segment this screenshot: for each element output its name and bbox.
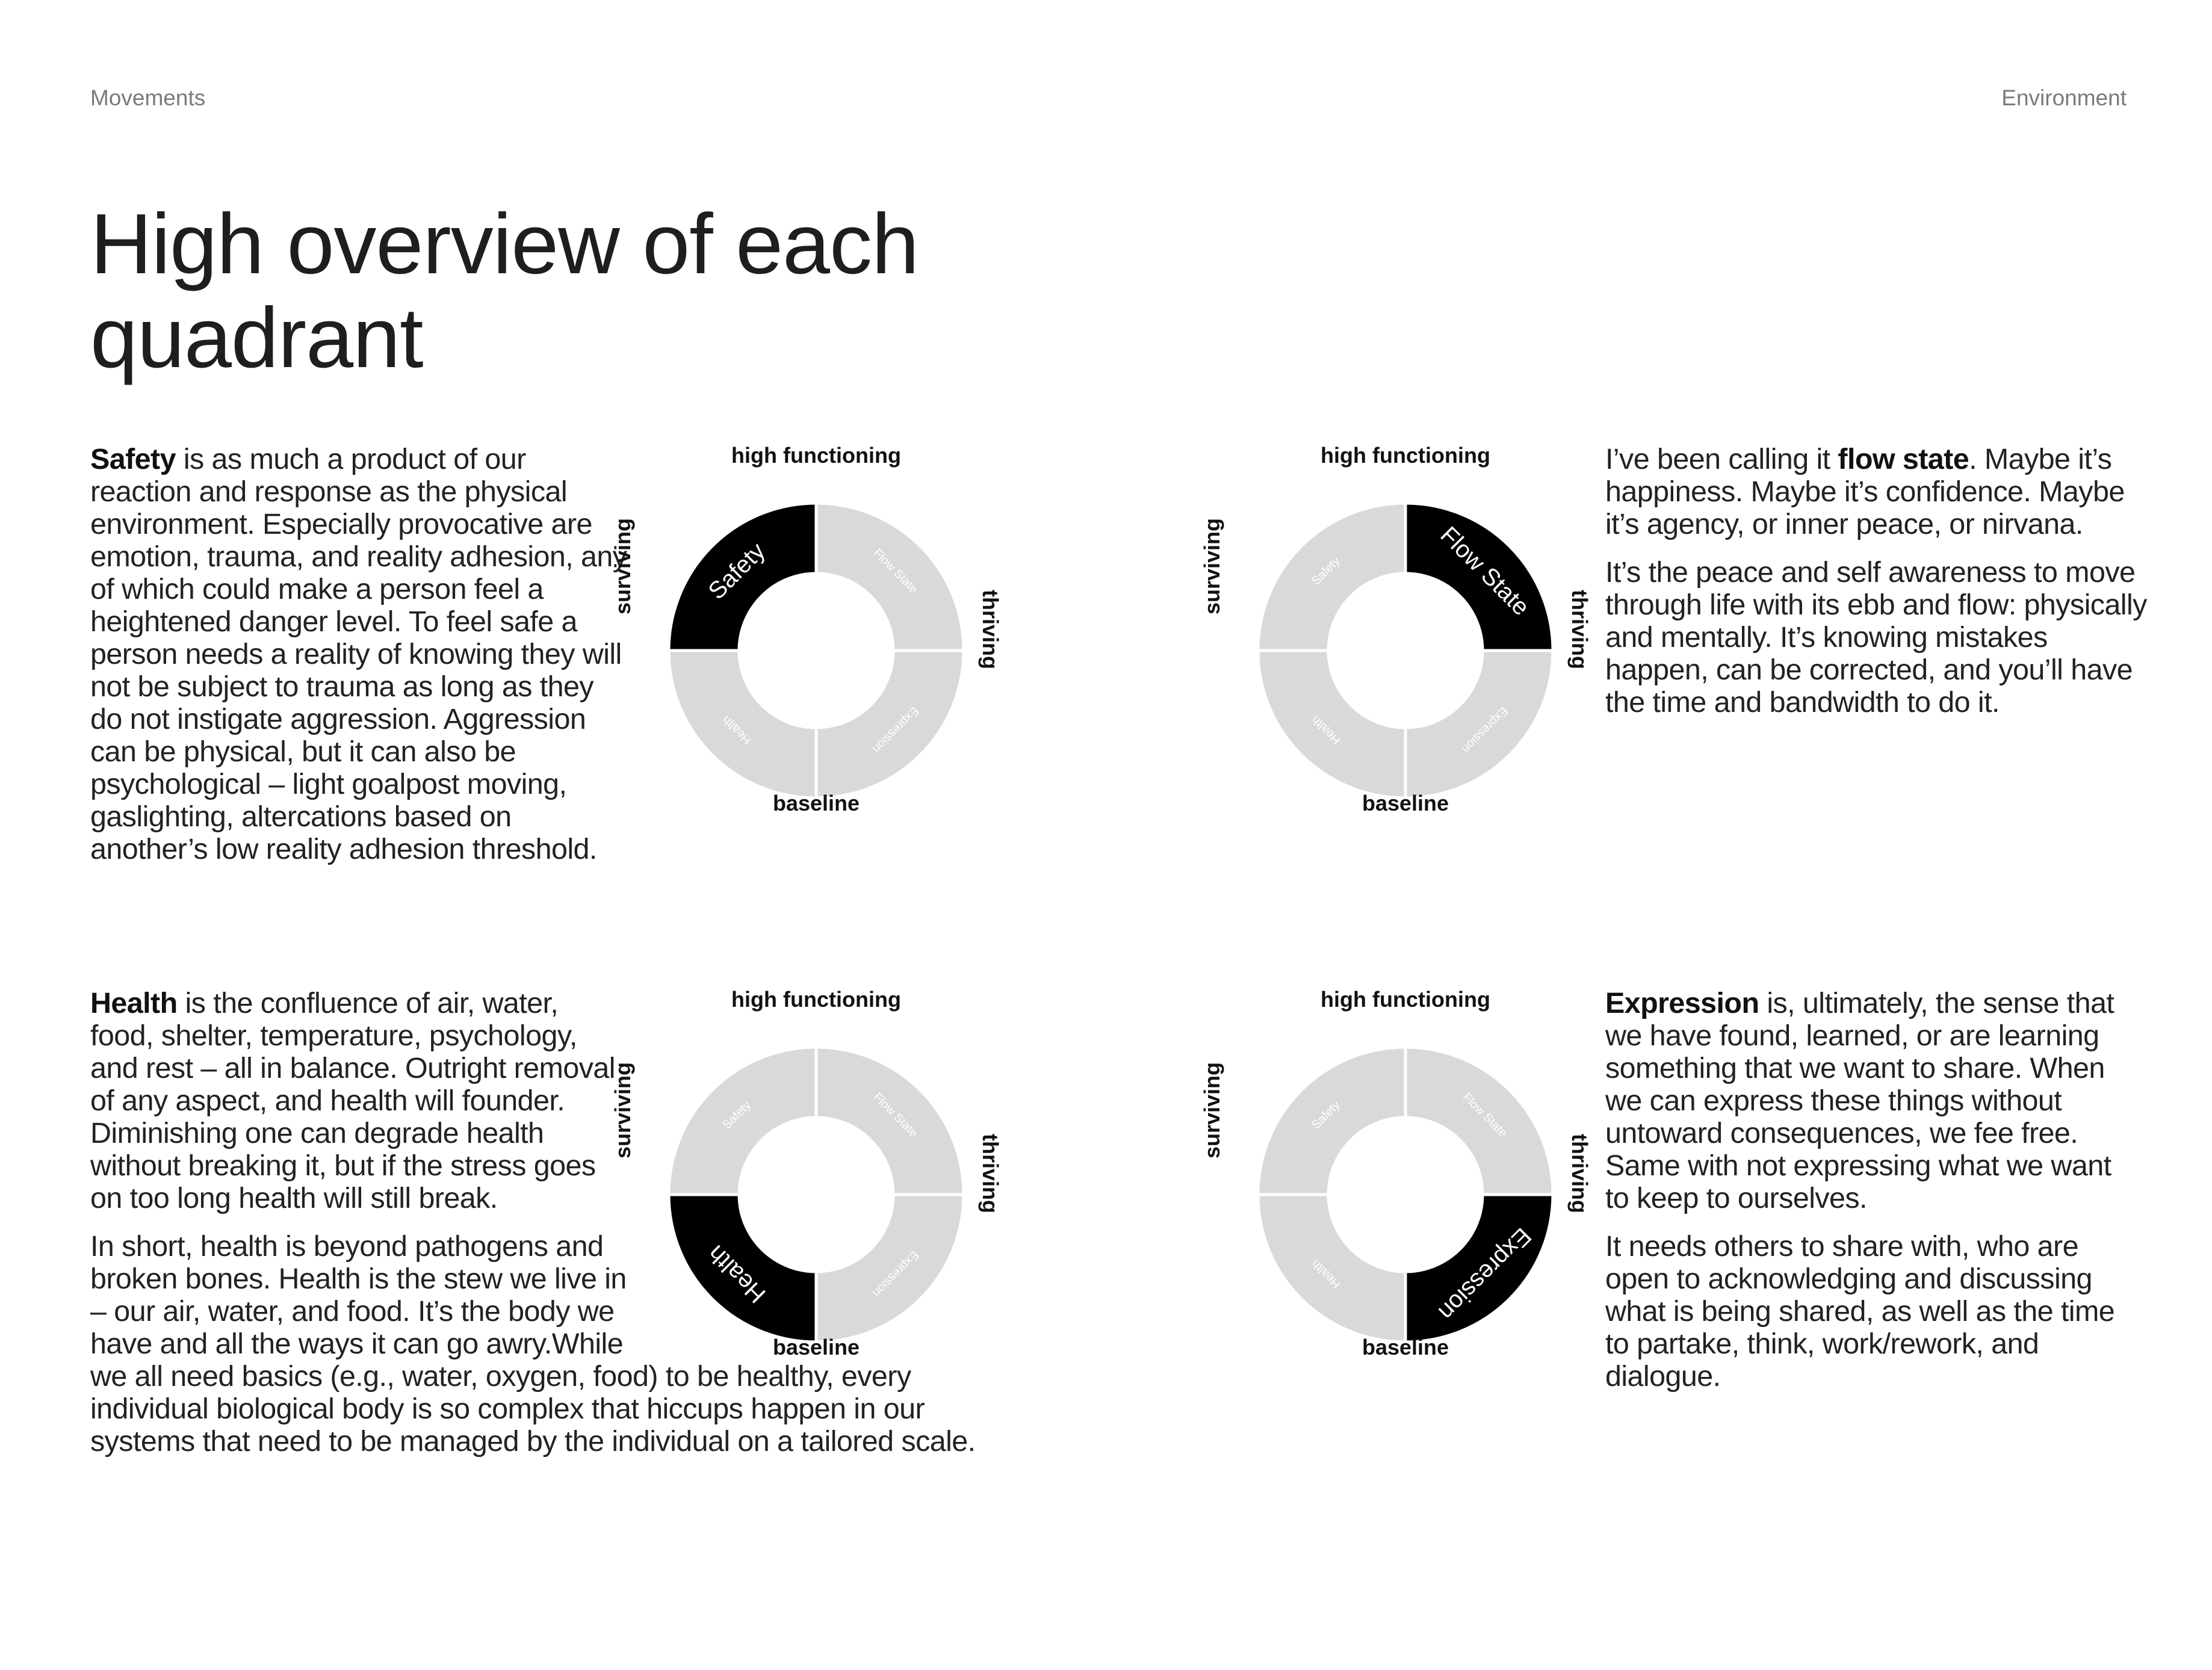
quadrant-label-top-right: Flow State	[870, 546, 921, 596]
axis-label-high-functioning: high functioning	[1321, 987, 1490, 1012]
quadrant-label-bottom-right: Expression	[870, 1248, 922, 1300]
quadrant-label-top-right: Flow State	[1435, 521, 1535, 621]
expression-term: Expression	[1605, 987, 1759, 1019]
expression-body-1: is, ultimately, the sense that we have found, learned, or are learning something that we want to share. When we can express these things without untoward consequences, we fee free. Same with not expressing what we want to keep to ourselves.	[1605, 987, 2114, 1214]
quadrant-label-top-left: Safety	[1309, 1098, 1343, 1132]
axis-label-thriving: thriving	[1567, 590, 1592, 669]
quadrant-segment-bottom-right	[816, 651, 964, 798]
axis-label-thriving: thriving	[978, 590, 1003, 669]
safety-body: is as much a product of our reaction and response as the physical environment. Especially provocative are emotion, trauma, and reality adhesion, any of which could make a person feel a heightened danger level. To feel safe a person needs a reality of knowing they will not be subject to trauma as long as they do not instigate aggression. Aggression can be physical, but it can also be psychological – light goalpost moving, gaslighting, altercations based on another’s low reality adhesion threshold.	[90, 443, 627, 865]
axis-label-thriving: thriving	[978, 1134, 1003, 1213]
axis-label-high-functioning: high functioning	[731, 987, 901, 1012]
expression-description	[1605, 987, 2123, 1408]
quadrant-label-bottom-left: Health	[702, 1240, 771, 1308]
axis-label-surviving: surviving	[1200, 1062, 1224, 1159]
quadrant-diagram-flow-state	[1200, 443, 1592, 840]
quadrant-segment-top-right	[1405, 1047, 1553, 1195]
quadrant-segment-top-right	[816, 503, 964, 651]
quadrant-label-bottom-left: Health	[1309, 713, 1343, 747]
axis-label-baseline: baseline	[772, 791, 860, 815]
quadrant-label-bottom-right: Expression	[1433, 1222, 1537, 1326]
quadrant-label-top-left: Safety	[703, 537, 770, 605]
quadrant-label-bottom-right: Expression	[1459, 704, 1511, 756]
flow-state-description	[1605, 443, 2147, 734]
ring-svg	[636, 443, 997, 840]
ring-svg	[636, 987, 997, 1384]
expression-body-2: It needs others to share with, who are open to acknowledging and discussing what is being shared, as well as the time to partake, think, work/rework, and dialogue.	[1605, 1230, 2115, 1393]
flow-term: flow state	[1838, 443, 1969, 475]
axis-label-baseline: baseline	[772, 1335, 860, 1359]
page-title: High overview of each quadrant	[90, 196, 919, 386]
ring-svg	[1225, 443, 1586, 840]
ring-svg	[1225, 987, 1586, 1384]
quadrant-segment-bottom-right	[816, 1195, 964, 1342]
axis-label-high-functioning: high functioning	[731, 443, 901, 468]
header-section-right: Environment	[2001, 85, 2127, 110]
axis-label-thriving: thriving	[1567, 1134, 1592, 1213]
quadrant-label-top-left: Safety	[720, 1098, 754, 1132]
flow-body-1: . Maybe it’s happiness. Maybe it’s confidence. Maybe it’s agency, or inner peace, or nirvana.	[1605, 443, 2125, 540]
quadrant-label-bottom-right: Expression	[870, 704, 922, 756]
health-body-1: is the confluence of air, water, food, shelter, temperature, psychology, and rest – all in balance. Outright removal of any aspect, and health will founder. Diminishing one can degrade health without breaking it, but if the stress goes on too long health will still break.	[90, 987, 615, 1214]
quadrant-segment-bottom-left	[1258, 1195, 1405, 1342]
quadrant-segment-bottom-right	[1405, 651, 1553, 798]
flow-intro: I’ve been calling it	[1605, 443, 1838, 475]
quadrant-label-top-left: Safety	[1309, 554, 1343, 588]
health-body-2: In short, health is beyond pathogens and broken bones. Health is the stew we live in – our air, water, and food. It’s the body we have and all the ways it can go awry.While we all need basics (e.g., water, oxygen, food) to be healthy, every individual biological body is so complex that hiccups happen in our systems that need to be managed by the individual on a tailored scale.	[90, 1230, 976, 1458]
health-term: Health	[90, 987, 178, 1019]
quadrant-segment-top-left	[1258, 1047, 1405, 1195]
axis-label-baseline: baseline	[1362, 1335, 1449, 1359]
quadrant-diagram-safety	[610, 443, 1003, 840]
quadrant-segment-top-right	[816, 1047, 964, 1195]
axis-label-high-functioning: high functioning	[1321, 443, 1490, 468]
axis-label-surviving: surviving	[1200, 518, 1224, 615]
safety-description	[90, 443, 632, 881]
axis-label-surviving: surviving	[610, 1062, 635, 1159]
safety-term: Safety	[90, 443, 176, 475]
quadrant-label-top-right: Flow State	[1460, 1090, 1510, 1140]
flow-body-2: It’s the peace and self awareness to move through life with its ebb and flow: physically and mentally. It’s knowing mistakes happen, can be corrected, and you’ll have the time and bandwidth to do it.	[1605, 556, 2147, 719]
quadrant-segment-bottom-left	[669, 651, 816, 798]
header-section-left: Movements	[90, 85, 206, 110]
quadrant-segment-top-left	[1258, 503, 1405, 651]
axis-label-baseline: baseline	[1362, 791, 1449, 815]
quadrant-diagram-expression	[1200, 987, 1592, 1384]
quadrant-segment-top-left	[669, 1047, 816, 1195]
quadrant-label-bottom-left: Health	[719, 713, 754, 747]
quadrant-label-top-right: Flow State	[870, 1090, 921, 1140]
quadrant-segment-bottom-left	[1258, 651, 1405, 798]
axis-label-surviving: surviving	[610, 518, 635, 615]
quadrant-diagram-health	[610, 987, 1003, 1384]
quadrant-label-bottom-left: Health	[1309, 1257, 1343, 1291]
